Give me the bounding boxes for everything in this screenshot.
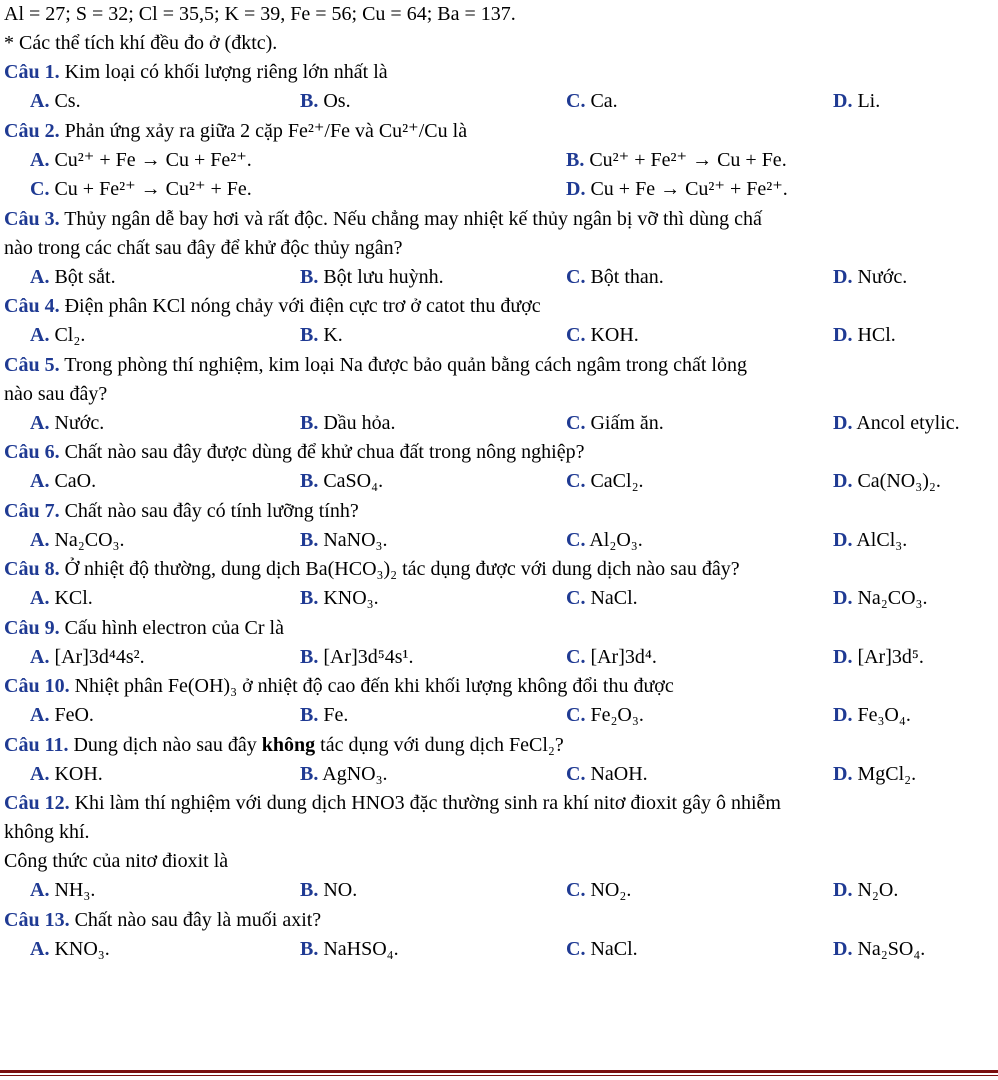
question-stem: [4, 351, 998, 380]
gas-volume-note: * Các thể tích khí đều đo ở (đktc).: [4, 32, 278, 54]
option-letter: A.: [30, 470, 50, 492]
question-10: [4, 672, 998, 731]
question-stem: [4, 497, 998, 526]
option-text: Fe₃O₄.: [857, 704, 911, 726]
option-d[interactable]: [833, 409, 960, 439]
option-text: KCl.: [54, 587, 93, 609]
option-d[interactable]: [833, 321, 896, 351]
option-row: [4, 175, 998, 205]
option-row: [4, 876, 998, 906]
option-letter: D.: [833, 587, 853, 609]
question-3: [4, 205, 998, 293]
option-letter: B.: [300, 265, 319, 288]
option-text: Ca.: [590, 90, 618, 112]
option-letter: C.: [566, 528, 586, 551]
option-letter: A.: [30, 762, 50, 785]
option-letter: A.: [30, 704, 50, 726]
question-text: Nhiệt phân Fe(OH)₃ ở nhiệt độ cao đến khi khối lượng không đổi thu được: [74, 675, 674, 697]
option-text: Na₂CO₃.: [857, 587, 928, 609]
option-letter: B.: [300, 879, 319, 901]
option-letter: B.: [300, 90, 319, 112]
option-letter: A.: [30, 324, 50, 346]
question-stem: [4, 205, 998, 234]
option-letter: D.: [833, 937, 853, 960]
question-number: Câu 4.: [4, 295, 60, 317]
option-b[interactable]: [300, 701, 348, 731]
question-text: Chất nào sau đây có tính lưỡng tính?: [64, 499, 359, 522]
option-row: [4, 263, 998, 293]
footer-rule: [0, 1070, 998, 1080]
question-number: Câu 10.: [4, 675, 70, 697]
option-letter: C.: [566, 645, 586, 668]
question-stem: [4, 117, 998, 146]
option-letter: B.: [300, 528, 319, 551]
option-letter: C.: [30, 178, 50, 200]
question-text: Điện phân KCl nóng chảy với điện cực trơ ở catot thu được: [64, 295, 541, 317]
option-letter: C.: [566, 470, 586, 492]
question-text: tác dụng với dung dịch FeCl₂?: [320, 733, 564, 756]
option-text: [Ar]3d⁵.: [857, 645, 924, 668]
option-text: CaSO₄.: [323, 470, 384, 492]
question-stem: [4, 672, 998, 701]
option-row: [4, 701, 998, 731]
question-2: [4, 117, 998, 205]
option-text: NaHSO₄.: [323, 937, 399, 960]
option-letter: C.: [566, 324, 586, 346]
option-letter: D.: [833, 528, 853, 551]
option-b[interactable]: [300, 643, 414, 673]
option-text: Bột sắt.: [54, 265, 116, 288]
question-list: [4, 58, 998, 964]
option-text: KNO₃.: [323, 587, 379, 609]
option-c[interactable]: [566, 321, 639, 351]
question-number: Câu 1.: [4, 61, 60, 83]
question-text: Ở nhiệt độ thường, dung dịch Ba(HCO₃)₂ tác dụng được với dung dịch nào sau đây?: [64, 558, 740, 580]
question-number: Câu 13.: [4, 908, 70, 931]
option-d[interactable]: [833, 87, 880, 117]
option-text: Fe.: [323, 704, 349, 726]
option-letter: B.: [300, 411, 319, 434]
question-1: [4, 58, 998, 117]
option-a[interactable]: [30, 935, 110, 965]
option-c[interactable]: [30, 175, 252, 205]
option-text: NaCl.: [590, 587, 638, 609]
option-row: [4, 409, 998, 439]
option-text: AgNO₃.: [322, 762, 388, 785]
question-text: Trong phòng thí nghiệm, kim loại Na được bảo quản bằng cách ngâm trong chất lỏng: [64, 353, 747, 376]
option-text: [Ar]3d⁴4s².: [54, 645, 145, 668]
exam-page: [4, 0, 998, 964]
option-text: KOH.: [590, 324, 639, 346]
question-number: Câu 3.: [4, 207, 60, 230]
option-letter: D.: [833, 470, 853, 492]
option-c[interactable]: [566, 87, 618, 117]
option-letter: B.: [300, 937, 319, 960]
option-text: Ancol etylic.: [856, 411, 960, 434]
question-8: [4, 555, 998, 614]
option-d[interactable]: [833, 263, 907, 293]
option-letter: C.: [566, 587, 586, 609]
option-c[interactable]: [566, 760, 648, 790]
option-c[interactable]: [566, 526, 643, 556]
option-text: Ca(NO₃)₂.: [857, 470, 941, 492]
option-letter: C.: [566, 265, 586, 288]
option-text: MgCl₂.: [857, 762, 917, 785]
option-text: Cu + Fe²⁺ → Cu²⁺ + Fe.: [54, 178, 252, 200]
option-d[interactable]: [833, 584, 928, 614]
option-b[interactable]: [566, 146, 787, 176]
question-6: [4, 438, 998, 497]
option-a[interactable]: [30, 263, 116, 293]
option-letter: D.: [833, 324, 853, 346]
option-letter: C.: [566, 411, 586, 434]
question-12: [4, 789, 998, 906]
option-b[interactable]: [300, 935, 399, 965]
option-a[interactable]: [30, 467, 96, 497]
option-letter: B.: [566, 148, 585, 171]
option-letter: A.: [30, 265, 50, 288]
question-text: Kim loại có khối lượng riêng lớn nhất là: [64, 61, 388, 83]
option-b[interactable]: [300, 467, 383, 497]
question-stem: [4, 292, 998, 321]
question-stem: [4, 731, 998, 760]
option-a[interactable]: [30, 584, 93, 614]
option-text: FeO.: [54, 704, 94, 726]
question-13: [4, 906, 998, 965]
option-row: [4, 146, 998, 176]
question-11: [4, 731, 998, 790]
question-number: Câu 7.: [4, 499, 60, 522]
question-5: [4, 351, 998, 439]
option-letter: C.: [566, 704, 586, 726]
option-c[interactable]: [566, 643, 657, 673]
option-a[interactable]: [30, 87, 81, 117]
option-b[interactable]: [300, 876, 357, 906]
option-a[interactable]: [30, 146, 252, 176]
option-text: Al₂O₃.: [589, 528, 643, 551]
footer-rule-thick: [0, 1070, 998, 1073]
option-a[interactable]: [30, 321, 85, 351]
option-text: Cl₂.: [54, 324, 86, 346]
question-number: Câu 5.: [4, 353, 60, 376]
option-letter: B.: [300, 587, 319, 609]
question-stem: [4, 555, 998, 584]
option-a[interactable]: [30, 409, 104, 439]
option-letter: D.: [833, 645, 853, 668]
option-text: NO.: [323, 879, 358, 901]
question-text: Cấu hình electron của Cr là: [64, 616, 284, 639]
option-b[interactable]: [300, 760, 388, 790]
option-letter: B.: [300, 470, 319, 492]
option-text: NaNO₃.: [323, 528, 388, 551]
option-letter: B.: [300, 704, 319, 726]
question-text: Khi làm thí nghiệm với dung dịch HNO3 đặc thường sinh ra khí nitơ đioxit gây ô nhiễm: [74, 792, 781, 814]
option-text: Fe₂O₃.: [590, 704, 644, 726]
atomic-masses: Al = 27; S = 32; Cl = 35,5; K = 39, Fe = 56; Cu = 64; Ba = 137.: [4, 3, 516, 25]
option-letter: D.: [833, 411, 853, 434]
option-d[interactable]: [833, 643, 924, 673]
option-letter: D.: [833, 704, 853, 726]
option-letter: C.: [566, 937, 586, 960]
option-letter: B.: [300, 645, 319, 668]
option-letter: C.: [566, 90, 586, 112]
option-text: Na₂CO₃.: [54, 528, 125, 551]
question-stem: [4, 614, 998, 643]
option-text: Bột lưu huỳnh.: [323, 265, 444, 288]
option-letter: C.: [566, 762, 586, 785]
option-text: Na₂SO₄.: [857, 937, 926, 960]
option-row: [4, 760, 998, 790]
option-a[interactable]: [30, 701, 94, 731]
option-letter: A.: [30, 879, 50, 901]
option-text: NO₂.: [590, 879, 632, 901]
option-letter: D.: [833, 762, 853, 785]
option-text: Dầu hỏa.: [323, 411, 396, 434]
option-text: Cu²⁺ + Fe → Cu + Fe²⁺.: [54, 148, 252, 171]
question-number: Câu 11.: [4, 733, 69, 756]
option-text: NaOH.: [590, 762, 648, 785]
option-row: [4, 643, 998, 673]
option-text: Nước.: [54, 411, 105, 434]
option-b[interactable]: [300, 321, 343, 351]
option-row: [4, 467, 998, 497]
option-text: CaO.: [54, 470, 97, 492]
question-stem: [4, 58, 998, 87]
option-row: [4, 526, 998, 556]
option-text: HCl.: [857, 324, 896, 346]
option-row: [4, 87, 998, 117]
option-letter: A.: [30, 587, 50, 609]
question-text-continued: nào trong các chất sau đây để khử độc thủy ngân?: [4, 236, 403, 259]
option-d[interactable]: [833, 526, 907, 556]
question-number: Câu 2.: [4, 119, 60, 142]
question-stem: [4, 438, 998, 467]
option-row: [4, 584, 998, 614]
option-a[interactable]: [30, 760, 103, 790]
question-text: Chất nào sau đây được dùng để khử chua đất trong nông nghiệp?: [64, 441, 585, 463]
option-text: Os.: [323, 90, 351, 112]
option-letter: A.: [30, 937, 50, 960]
option-letter: D.: [833, 879, 853, 901]
option-letter: C.: [566, 879, 586, 901]
option-row: [4, 321, 998, 351]
option-text: [Ar]3d⁴.: [590, 645, 657, 668]
option-c[interactable]: [566, 876, 631, 906]
option-row: [4, 935, 998, 965]
question-text: Thủy ngân dễ bay hơi và rất độc. Nếu chẳng may nhiệt kế thủy ngân bị vỡ thì dùng chấ: [64, 207, 762, 230]
option-letter: A.: [30, 148, 50, 171]
option-text: KOH.: [54, 762, 103, 785]
option-d[interactable]: [566, 175, 788, 205]
option-letter: A.: [30, 528, 50, 551]
question-text-continued: Công thức của nitơ đioxit là: [4, 850, 229, 872]
question-number: Câu 6.: [4, 441, 60, 463]
option-letter: D.: [833, 265, 853, 288]
option-d[interactable]: [833, 467, 941, 497]
option-letter: A.: [30, 645, 50, 668]
option-a[interactable]: [30, 643, 145, 673]
option-text: [Ar]3d⁵4s¹.: [323, 645, 414, 668]
question-9: [4, 614, 998, 673]
option-text: KNO₃.: [54, 937, 110, 960]
option-a[interactable]: [30, 876, 95, 906]
option-text: AlCl₃.: [856, 528, 908, 551]
option-letter: B.: [300, 762, 319, 785]
option-text: K.: [323, 324, 343, 346]
option-b[interactable]: [300, 584, 379, 614]
question-text-continued: nào sau đây?: [4, 382, 108, 405]
option-text: NH₃.: [54, 879, 96, 901]
option-text: Giấm ăn.: [590, 411, 664, 434]
option-text: N₂O.: [857, 879, 899, 901]
option-letter: D.: [566, 178, 586, 200]
option-d[interactable]: [833, 935, 925, 965]
question-4: [4, 292, 998, 351]
option-c[interactable]: [566, 935, 638, 965]
option-d[interactable]: [833, 760, 916, 790]
option-b[interactable]: [300, 263, 444, 293]
question-text: Dung dịch nào sau đây: [73, 733, 257, 756]
option-text: CaCl₂.: [590, 470, 644, 492]
option-b[interactable]: [300, 526, 388, 556]
question-number: Câu 9.: [4, 616, 60, 639]
option-d[interactable]: [833, 701, 911, 731]
question-keyword: không: [261, 733, 316, 756]
option-letter: A.: [30, 90, 50, 112]
option-text: NaCl.: [590, 937, 638, 960]
option-c[interactable]: [566, 467, 644, 497]
option-letter: D.: [833, 90, 853, 112]
option-c[interactable]: [566, 701, 644, 731]
option-c[interactable]: [566, 409, 664, 439]
footer-rule-thin: [0, 1075, 998, 1076]
option-text: Cu + Fe → Cu²⁺ + Fe²⁺.: [590, 178, 788, 200]
question-text: Chất nào sau đây là muối axit?: [74, 908, 322, 931]
question-number: Câu 12.: [4, 792, 70, 814]
option-c[interactable]: [566, 584, 638, 614]
question-7: [4, 497, 998, 556]
question-text: Phản ứng xảy ra giữa 2 cặp Fe²⁺/Fe và Cu²⁺/Cu là: [64, 119, 468, 142]
option-letter: B.: [300, 324, 319, 346]
question-stem: [4, 906, 998, 935]
option-text: Nước.: [857, 265, 908, 288]
option-letter: A.: [30, 411, 50, 434]
option-text: Cu²⁺ + Fe²⁺ → Cu + Fe.: [589, 148, 787, 171]
option-d[interactable]: [833, 876, 898, 906]
question-number: Câu 8.: [4, 558, 60, 580]
option-b[interactable]: [300, 409, 396, 439]
question-text-continued: không khí.: [4, 821, 90, 843]
option-b[interactable]: [300, 87, 351, 117]
option-text: Li.: [857, 90, 881, 112]
question-stem: [4, 789, 998, 818]
option-c[interactable]: [566, 263, 664, 293]
option-text: Bột than.: [590, 265, 664, 288]
option-text: Cs.: [54, 90, 81, 112]
option-a[interactable]: [30, 526, 125, 556]
